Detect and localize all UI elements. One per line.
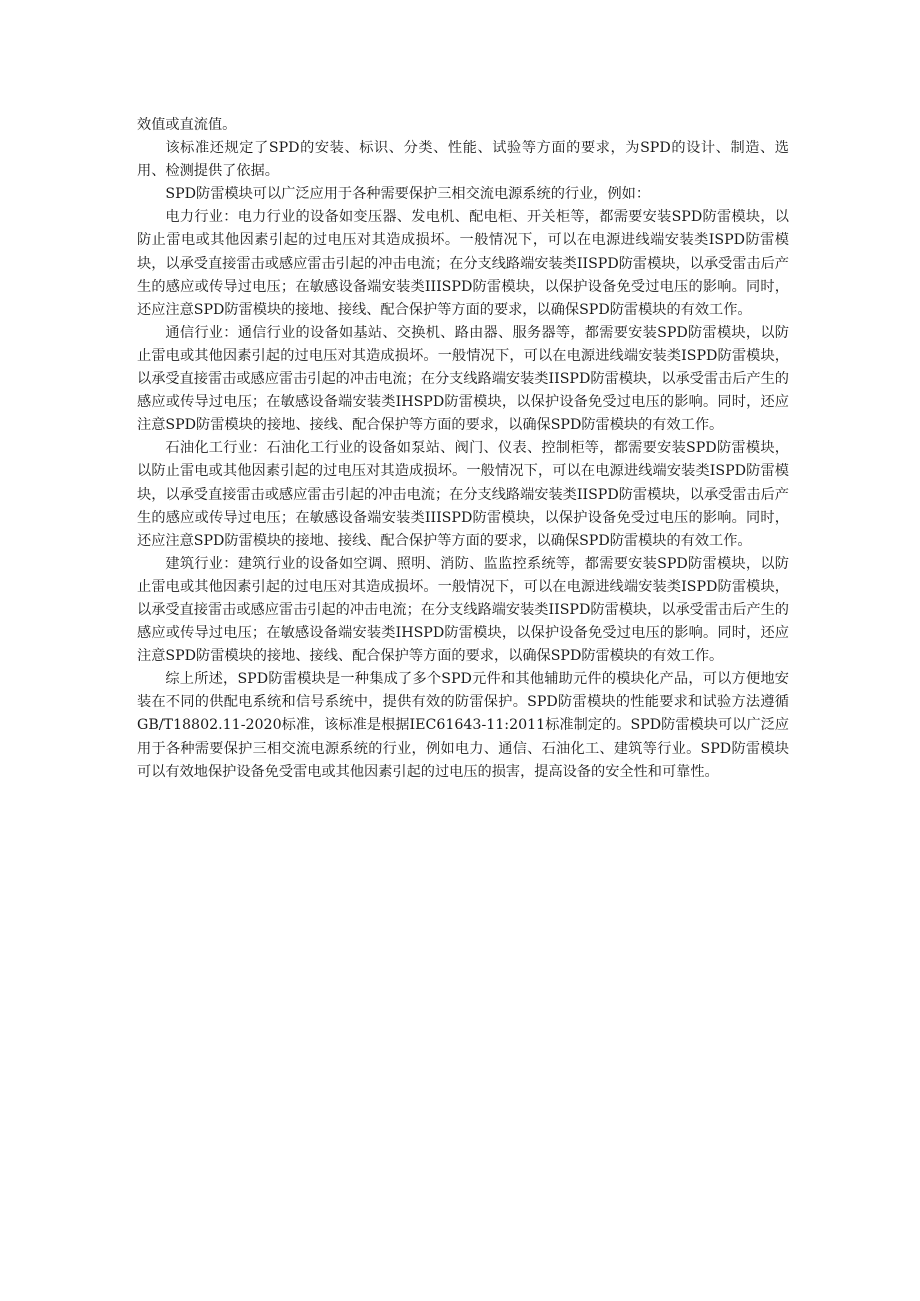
paragraph-construction-industry: 建筑行业：建筑行业的设备如空调、照明、消防、监监控系统等，都需要安装SPD防雷模块，以防止雷电或其他因素引起的过电压对其造成损坏。一般情况下，可以在电源进线端安装类ISPD防雷模块，以承受直接雷击或感应雷击引起的冲击电流；在分支线路端安装类IISPD防雷模块，以承受雷击后产生的感应或传导过电压；在敏感设备端安装类IHSPD防雷模块，以保护设备免受过电压的影响。同时，还应注意SPD防雷模块的接地、接线、配合保护等方面的要求，以确保SPD防雷模块的有效工作。 [137, 555, 789, 665]
paragraph-applications-intro: SPD防雷模块可以广泛应用于各种需要保护三相交流电源系统的行业，例如： [165, 186, 651, 203]
paragraph-continuation: 效值或直流值。 [137, 117, 237, 133]
paragraph-petrochemical-industry: 石油化工行业：石油化工行业的设备如泵站、阀门、仪表、控制柜等，都需要安装SPD防雷模块，以防止雷电或其他因素引起的过电压对其造成损坏。一般情况下，可以在电源进线端安装类ISPD防雷模块，以承受直接雷击或感应雷击引起的冲击电流；在分支线路端安装类IISPD防雷模块，以承受雷击后产生的感应或传导过电压；在敏感设备端安装类IIISPD防雷模块，以保护设备免受过电压的影响。同时，还应注意SPD防雷模块的接地、接线、配合保护等方面的要求，以确保SPD防雷模块的有效工作。 [137, 440, 789, 549]
paragraph-power-industry: 电力行业：电力行业的设备如变压器、发电机、配电柜、开关柜等，都需要安装SPD防雷模块，以防止雷电或其他因素引起的过电压对其造成损坏。一般情况下，可以在电源进线端安装类ISPD防雷模块，以承受直接雷击或感应雷击引起的冲击电流；在分支线路端安装类IISPD防雷模块，以承受雷击后产生的感应或传导过电压；在敏感设备端安装类IIISPD防雷模块，以保护设备免受过电压的影响。同时，还应注意SPD防雷模块的接地、接线、配合保护等方面的要求，以确保SPD防雷模块的有效工作。 [137, 209, 789, 318]
paragraph-standard-scope: 该标准还规定了SPD的安装、标识、分类、性能、试验等方面的要求，为SPD的设计、制造、选用、检测提供了依据。 [137, 140, 789, 180]
document-body [137, 114, 789, 784]
paragraph-telecom-industry: 通信行业：通信行业的设备如基站、交换机、路由器、服务器等，都需要安装SPD防雷模块，以防止雷电或其他因素引起的过电压对其造成损坏。一般情况下，可以在电源进线端安装类ISPD防雷模块，以承受直接雷击或感应雷击引起的冲击电流；在分支线路端安装类IISPD防雷模块，以承受雷击后产生的感应或传导过电压；在敏感设备端安装类IHSPD防雷模块，以保护设备免受过电压的影响。同时，还应注意SPD防雷模块的接地、接线、配合保护等方面的要求，以确保SPD防雷模块的有效工作。 [137, 324, 789, 434]
paragraph-summary: 综上所述，SPD防雷模块是一种集成了多个SPD元件和其他辅助元件的模块化产品，可以方便地安装在不同的供配电系统和信号系统中，提供有效的防雷保护。SPD防雷模块的性能要求和试验方法遵循GB/T18802.11-2020标准，该标准是根据IEC61643-11:2011标准制定的。SPD防雷模块可以广泛应用于各种需要保护三相交流电源系统的行业，例如电力、通信、石油化工、建筑等行业。SPD防雷模块可以有效地保护设备免受雷电或其他因素引起的过电压的损害，提高设备的安全性和可靠性。 [137, 671, 789, 780]
